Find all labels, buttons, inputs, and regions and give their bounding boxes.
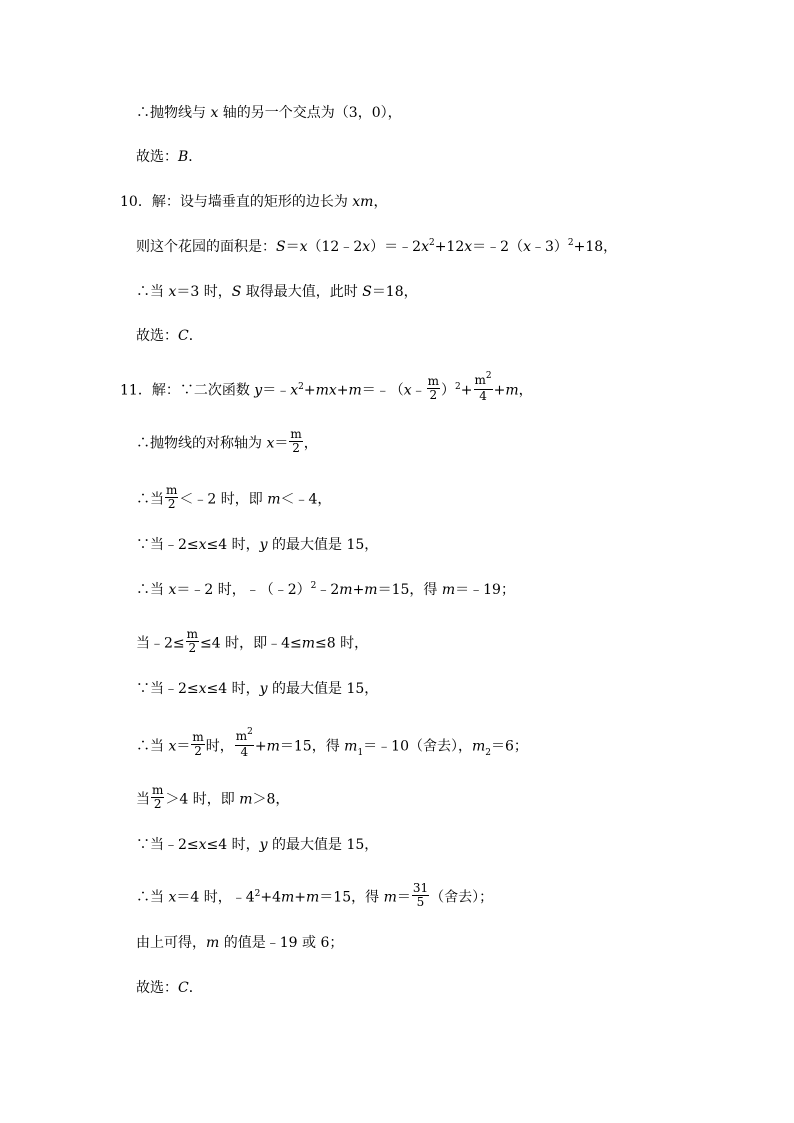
text-line-14: ∴当 x＝ $\frac{m}{2}$ 时， $\frac{m^2}{4}$ +m＝15，得 $m_1=﹣10$（舍去），$m_2=6$； <box>136 727 528 759</box>
problem-11-heading: 11．解：∵二次函数 $y=﹣x^2+mx+m=﹣(x﹣$ $\frac{m}{2}$ ）$^2$+ $\frac{m^2}{4}$ +m， <box>120 371 533 403</box>
text-line-10: ∵当﹣2≤x≤4 时，y 的最大值是 15， <box>136 537 379 553</box>
text-line-2: 故选：B． <box>136 149 203 165</box>
text-line-18: 由上可得，m 的值是﹣19 或 6； <box>136 935 344 951</box>
problem-10-heading: 10．解：设与墙垂直的矩形的边长为 xm， <box>120 194 388 210</box>
text-line-12: 当﹣2≤ $\frac{m}{2}$ ≤4 时，即﹣4≤m≤8 时， <box>136 627 369 655</box>
text-line-19: 故选：C． <box>136 980 203 996</box>
text-line-15: 当 $\frac{m}{2}$ ＞4 时，即 m＞8， <box>136 783 290 811</box>
text-line-17: ∴当 x＝4 时，$﹣4^2+4m+m=15$，得 m＝ $\frac{31}{5}$ （舍去）； <box>136 881 494 909</box>
text-line-16: ∵当﹣2≤x≤4 时，y 的最大值是 15， <box>136 837 379 853</box>
text-line-4: 则这个花园的面积是：$S=x(12﹣2x)=﹣2x^2+12x=﹣2(x﹣3)^2+18$， <box>136 238 618 255</box>
text-line-13: ∵当﹣2≤x≤4 时，y 的最大值是 15， <box>136 681 379 697</box>
text-line-5: ∴当 x＝3 时，S 取得最大值，此时 S＝18， <box>136 284 418 300</box>
text-line-1: ∴抛物线与 x 轴的另一个交点为（3，0）， <box>136 105 402 121</box>
text-line-9: ∴当 $\frac{m}{2}$ ＜﹣2 时，即 m＜﹣4， <box>136 483 332 511</box>
text-line-6: 故选：C． <box>136 328 203 344</box>
text-line-11: ∴当 x＝﹣2 时，﹣（﹣2）$^2$﹣2m+m＝15，得 m＝﹣19； <box>136 581 515 598</box>
text-line-8: ∴抛物线的对称轴为 x＝ $\frac{m}{2}$ ， <box>136 427 318 455</box>
